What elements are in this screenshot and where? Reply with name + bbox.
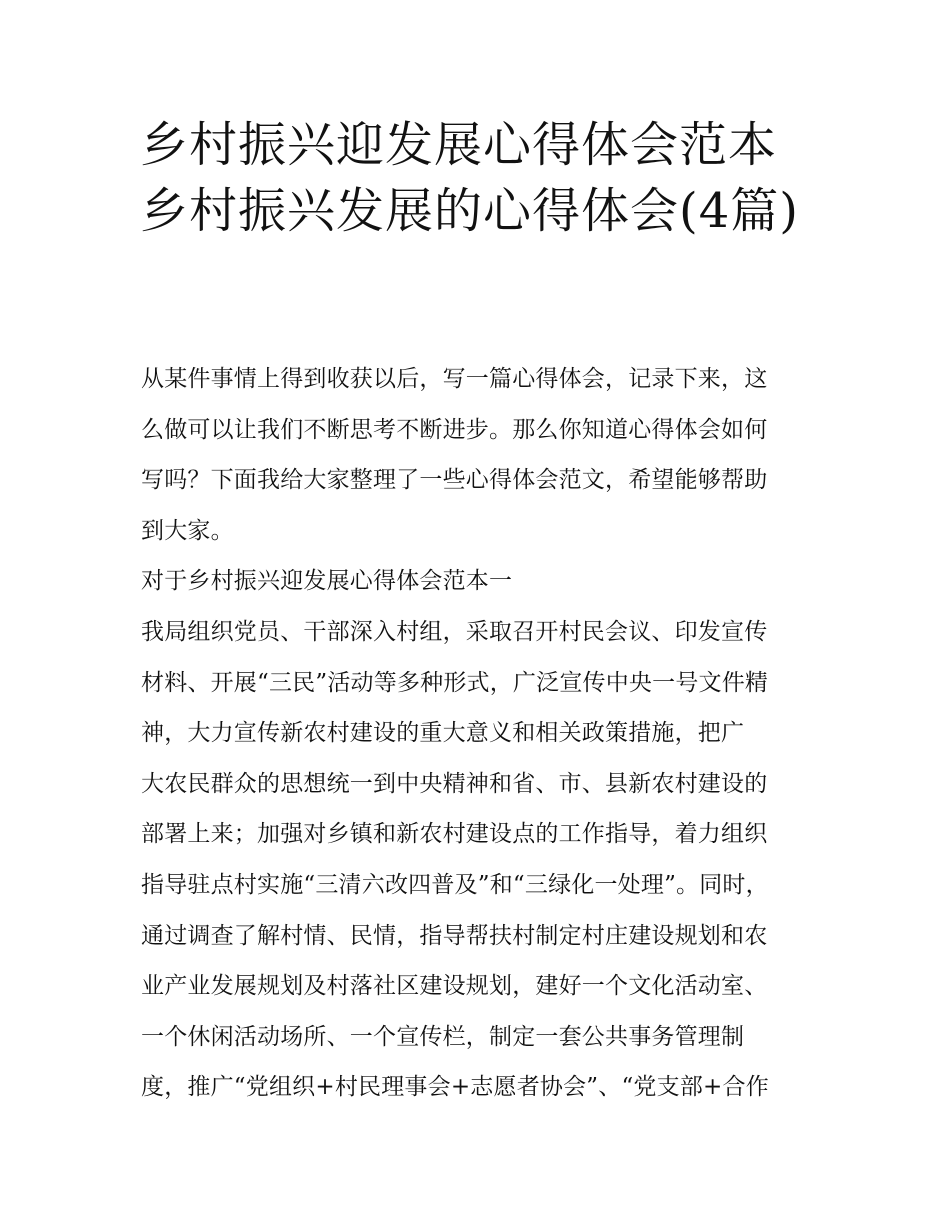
body-line: 大农民群众的思想统一到中央精神和省、市、县新农村建设的 <box>141 770 768 797</box>
body-line: 我局组织党员、干部深入村组，采取召开村民会议、印发宣传 <box>141 618 768 645</box>
body-line: 从某件事情上得到收获以后，写一篇心得体会，记录下来，这 <box>141 366 768 392</box>
body-line: 业产业发展规划及村落社区建设规划，建好一个文化活动室、 <box>141 973 768 1000</box>
section-heading: 对于乡村振兴迎发展心得体会范本一 <box>141 568 513 595</box>
body-line: 指导驻点村实施“三清六改四普及”和“三绿化一处理”。同时， <box>141 871 769 898</box>
body-line: 部署上来；加强对乡镇和新农村建设点的工作指导，着力组织 <box>141 821 768 848</box>
body-line: 通过调查了解村情、民情，指导帮扶村制定村庄建设规划和农 <box>141 922 768 949</box>
document-title: 乡村振兴迎发展心得体会范本乡村振兴发展的心得体会(4篇) <box>140 117 799 239</box>
body-line: 么做可以让我们不断思考不断进步。那么你知道心得体会如何 <box>141 416 768 443</box>
body-line: 材料、开展“三民”活动等多种形式，广泛宣传中央一号文件精 <box>141 669 769 696</box>
body-line: 写吗？下面我给大家整理了一些心得体会范文，希望能够帮助 <box>141 467 768 494</box>
body-line: 到大家。 <box>141 517 234 544</box>
body-line: 神，大力宣传新农村建设的重大意义和相关政策措施，把广 <box>141 720 745 747</box>
body-line: 度，推广“党组织+村民理事会+志愿者协会”、“党支部+合作 <box>141 1074 769 1101</box>
document-body <box>141 354 831 1113</box>
body-line: 一个休闲活动场所、一个宣传栏，制定一套公共事务管理制 <box>141 1023 745 1050</box>
